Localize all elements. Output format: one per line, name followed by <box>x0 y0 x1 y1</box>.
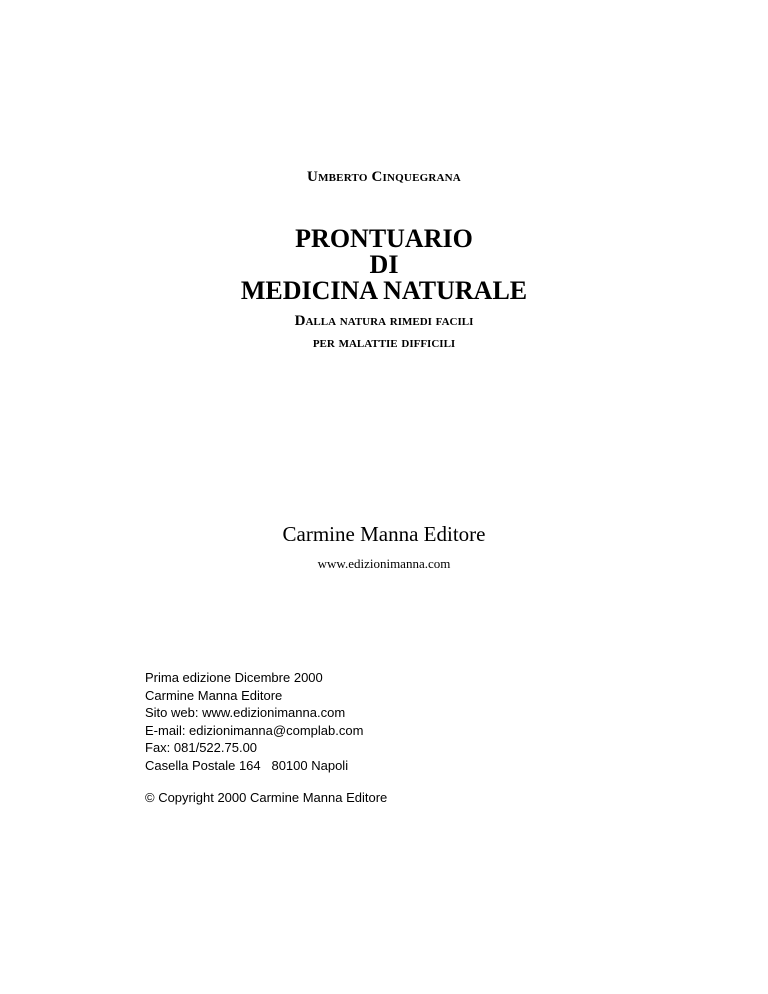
imprint-line: E-mail: edizionimanna@complab.com <box>145 722 364 738</box>
title-line: PRONTUARIO <box>295 224 473 253</box>
publisher-website: www.edizionimanna.com <box>317 556 451 571</box>
subtitle-line: Dalla natura rimedi facili <box>294 313 474 329</box>
imprint-line: Casella Postale 164 80100 Napoli <box>145 757 349 773</box>
author-name: Umberto Cinquegrana <box>307 169 461 185</box>
title-line: DI <box>369 250 399 279</box>
book-title <box>0 226 768 304</box>
imprint-block <box>145 669 363 774</box>
title-line: MEDICINA NATURALE <box>240 276 528 305</box>
subtitle-line: per malattie difficili <box>312 335 456 351</box>
copyright-notice: © Copyright 2000 Carmine Manna Editore <box>145 790 388 805</box>
imprint-line: Fax: 081/522.75.00 <box>145 740 258 755</box>
imprint-line: Carmine Manna Editore <box>145 687 283 703</box>
book-subtitle <box>0 310 768 354</box>
imprint-line: Sito web: www.edizionimanna.com <box>145 705 346 720</box>
publisher-name: Carmine Manna Editore <box>282 522 486 546</box>
imprint-line: Prima edizione Dicembre 2000 <box>145 670 323 685</box>
